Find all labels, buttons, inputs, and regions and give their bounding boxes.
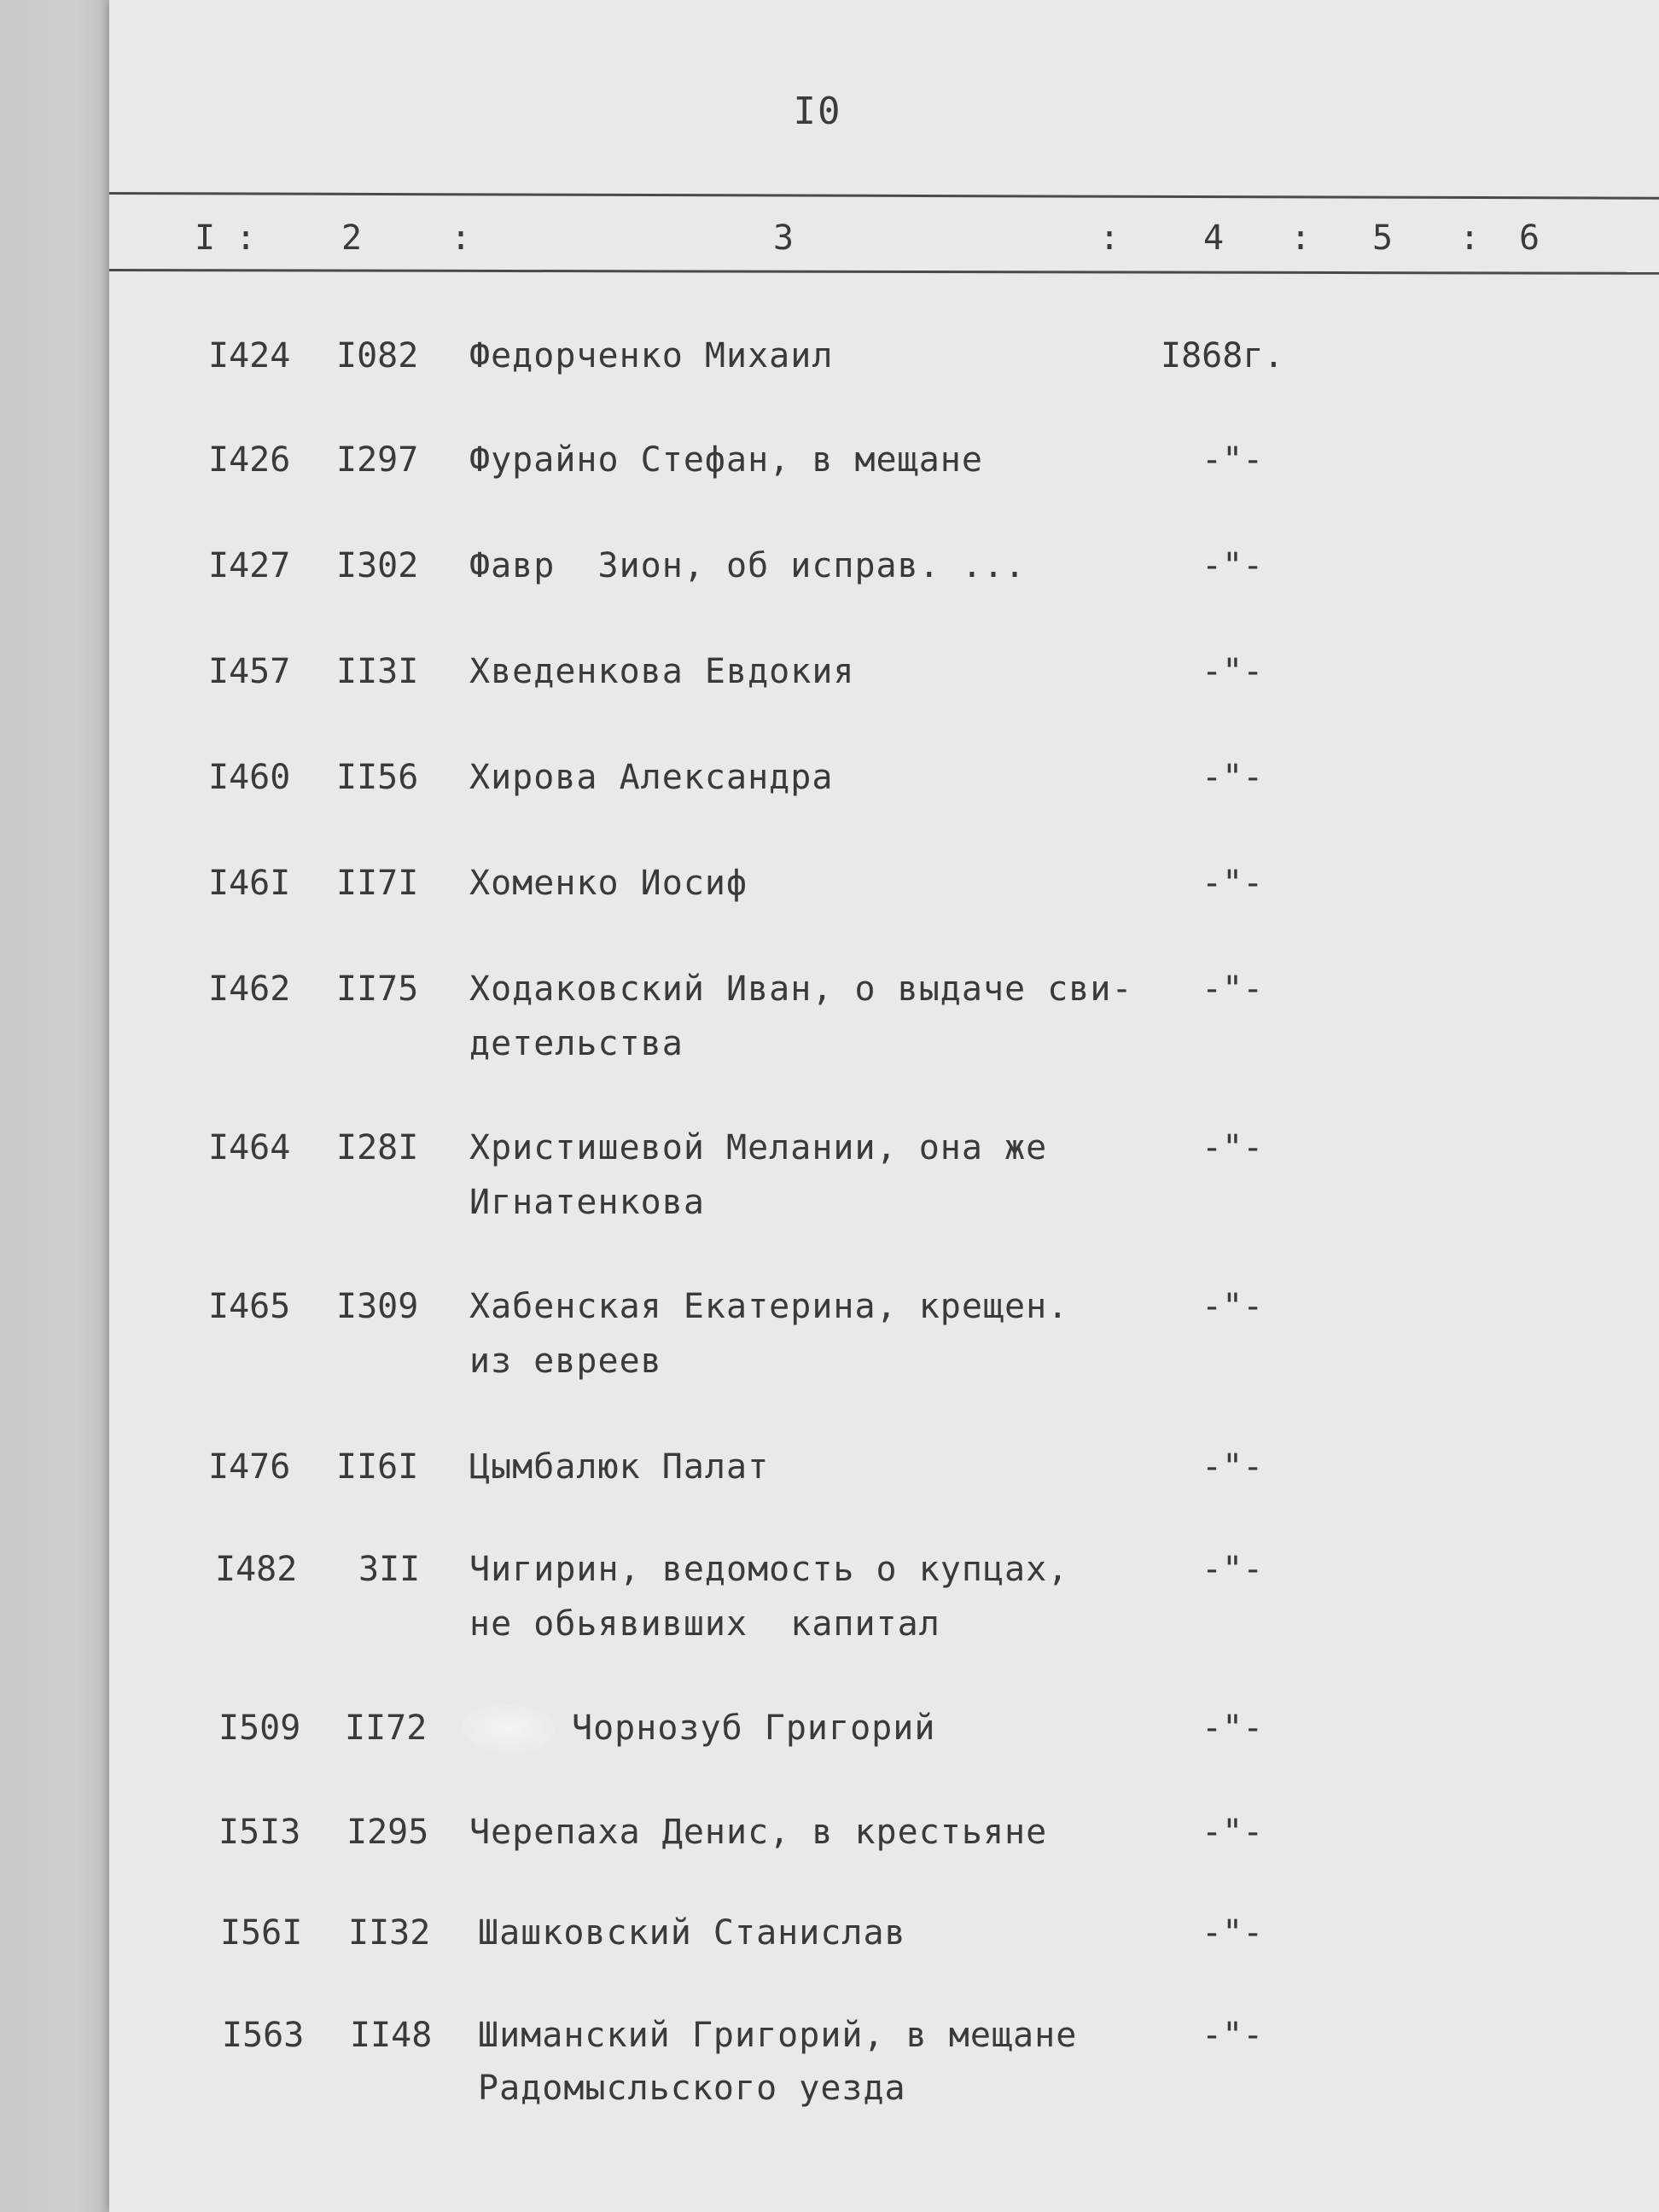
- record-title-continuation: из евреев: [469, 1342, 662, 1381]
- file-number: II72: [345, 1708, 428, 1748]
- record-number: I56I: [220, 1913, 303, 1953]
- record-title: Федорченко Михаил: [469, 336, 834, 375]
- record-year: -"-: [1202, 1913, 1264, 1953]
- record-number: I5I3: [218, 1813, 301, 1852]
- column-header-1: I: [195, 218, 216, 258]
- record-title: Хабенская Екатерина, крещен.: [469, 1287, 1069, 1326]
- record-title: Фавр Зион, об исправ. ...: [469, 546, 1027, 585]
- record-number: I476: [208, 1447, 291, 1487]
- column-header-3: 3: [773, 218, 795, 258]
- file-number: 3II: [358, 1550, 421, 1589]
- correction-fluid-blot: [463, 1705, 555, 1753]
- record-year: -"-: [1202, 864, 1264, 903]
- document-page: [109, 0, 1659, 2212]
- record-title-continuation: Игнатенкова: [469, 1183, 705, 1222]
- record-year: -"-: [1202, 1447, 1264, 1487]
- column-header-5: 5: [1372, 218, 1394, 258]
- record-year: -"-: [1202, 1550, 1264, 1589]
- file-number: I28I: [336, 1128, 419, 1167]
- file-number: I297: [336, 440, 419, 480]
- record-year: -"-: [1202, 546, 1264, 585]
- file-number: II75: [336, 969, 419, 1009]
- page-number: I0: [793, 90, 842, 133]
- record-title: Цымбалюк Палат: [469, 1447, 770, 1487]
- record-title: Хирова Александра: [469, 758, 834, 797]
- underlying-sheet-edge: [0, 0, 111, 2212]
- record-number: I46I: [208, 864, 291, 903]
- column-separator: :: [236, 218, 257, 258]
- record-year: -"-: [1202, 440, 1264, 480]
- column-separator: :: [1459, 218, 1481, 258]
- record-number: I457: [208, 652, 291, 691]
- record-title-continuation: не обьявивших капитал: [469, 1604, 940, 1644]
- record-title: Шиманский Григорий, в мещане: [478, 2016, 1078, 2055]
- file-number: I302: [336, 546, 419, 585]
- record-number: I424: [208, 336, 291, 375]
- record-year: -"-: [1202, 1813, 1264, 1852]
- record-title: Шашковский Станислав: [478, 1913, 906, 1953]
- record-title: Христишевой Мелании, она же: [469, 1128, 1048, 1167]
- file-number: II6I: [336, 1447, 419, 1487]
- record-title-continuation: Радомысльского уезда: [478, 2069, 906, 2108]
- record-title: Хведенкова Евдокия: [469, 652, 855, 691]
- file-number: II7I: [336, 864, 419, 903]
- file-number: I295: [346, 1813, 429, 1852]
- record-title: Чигирин, ведомость о купцах,: [469, 1550, 1069, 1589]
- record-year: -"-: [1202, 758, 1264, 797]
- record-number: I462: [208, 969, 291, 1009]
- record-title: Черепаха Денис, в крестьяне: [469, 1813, 1048, 1852]
- file-number: II48: [350, 2016, 433, 2055]
- record-number: I464: [208, 1128, 291, 1167]
- file-number: II32: [348, 1913, 431, 1953]
- record-title: Фурайно Стефан, в мещане: [469, 440, 983, 480]
- record-year: -"-: [1202, 1708, 1264, 1748]
- record-number: I509: [218, 1708, 301, 1748]
- column-separator: :: [1290, 218, 1312, 258]
- record-year: -"-: [1202, 652, 1264, 691]
- column-separator: :: [451, 218, 472, 258]
- record-title: Ходаковский Иван, о выдаче сви-: [469, 969, 1133, 1009]
- record-year: -"-: [1202, 1287, 1264, 1326]
- column-header-2: 2: [341, 218, 363, 258]
- record-number: I482: [215, 1550, 298, 1589]
- record-year: -"-: [1202, 1128, 1264, 1167]
- column-separator: :: [1099, 218, 1121, 258]
- file-number: II56: [336, 758, 419, 797]
- record-year: -"-: [1202, 2016, 1264, 2055]
- file-number: I309: [336, 1287, 419, 1326]
- record-year: I868г.: [1161, 336, 1284, 375]
- record-title-continuation: детельства: [469, 1024, 684, 1063]
- column-header-4: 4: [1203, 218, 1225, 258]
- register-list: [109, 0, 1659, 2212]
- record-number: I427: [208, 546, 291, 585]
- record-title: Хоменко Иосиф: [469, 864, 748, 903]
- column-header-6: 6: [1519, 218, 1540, 258]
- record-title: Чорнозуб Григорий: [572, 1708, 936, 1748]
- record-number: I426: [208, 440, 291, 480]
- record-number: I563: [222, 2016, 305, 2055]
- file-number: I082: [336, 336, 419, 375]
- record-year: -"-: [1202, 969, 1264, 1009]
- record-number: I465: [208, 1287, 291, 1326]
- record-number: I460: [208, 758, 291, 797]
- file-number: II3I: [336, 652, 419, 691]
